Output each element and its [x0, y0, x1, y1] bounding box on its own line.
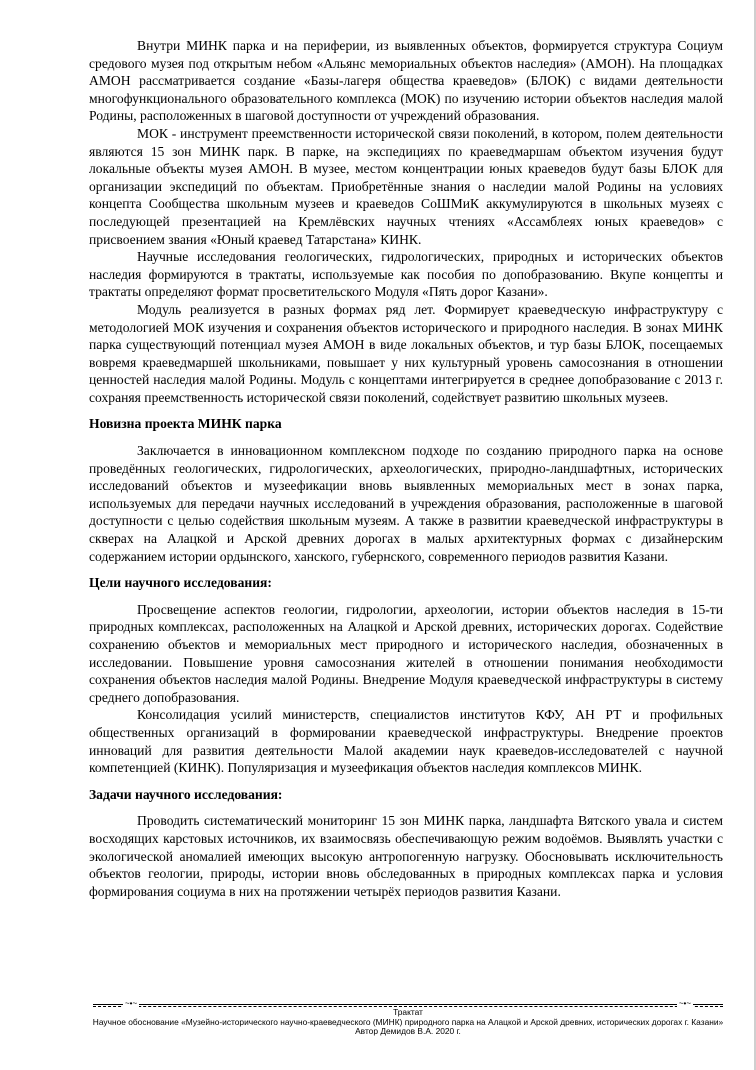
paragraph-novelty: Заключается в инновационном комплексном подходе по созданию природного парка на основе проведённых геологических, гидрологических, археологических, природно-ландшафтных, исторических исследований объектов и музеефикации вновь выявленных мемориальных мест в зонах парка, используемых для передачи научных исследований в учреждения образования, расположенные в шаговой доступности с целью содействия школьным музеям. А также в развитии краеведческой инфраструктуры в скверах на Алацкой и Арской древних дорогах в малых архитектурных формах с дизайнерским содержанием истории ордынского, ханского, губернского, современного периодов развития Казани. [89, 443, 723, 564]
paragraph-amon: Внутри МИНК парка и на периферии, из выявленных объектов, формируется структура Социум средового музея под открытым небом «Альянс мемориальных объектов наследия» (АМОН). На площадках АМОН рассматривается создание «Базы-лагеря общества краеведов» (БЛОК) с видами деятельности многофункционального образовательного комплекса (МОК) по изучению истории объектов наследия малой Родины, расположенных в шаговой доступности от учреждений образования. [89, 38, 723, 124]
paragraph-goals-1: Просвещение аспектов геологии, гидрологии, археологии, истории объектов наследия в 15-ти природных комплексах, расположенных на Алацкой и Арской древних, исторических дорогах. Содействие сохранению объектов и мемориальных мест природного и исторического наследия, обозначенных в исследовании. Повышение уровня самосознания жителей в отношении понимания необходимости сохранения объектов наследия малой Родины. Внедрение Модуля краеведческой инфраструктуры в систему среднего допобразования. [89, 601, 723, 705]
footer-rule [93, 1000, 723, 1008]
footer-dashed-line [93, 1006, 723, 1007]
page-footer [89, 1000, 727, 1037]
footer-ornament-right: ~•~ [678, 999, 691, 1008]
document-body [89, 37, 723, 900]
footer-author: Автор Демидов В.А. 2020 г. [355, 1026, 461, 1037]
footer-title: Трактат [393, 1007, 423, 1017]
footer-line [93, 1004, 723, 1005]
heading-tasks: Задачи научного исследования: [89, 786, 283, 802]
heading-novelty: Новизна проекта МИНК парка [89, 416, 282, 432]
paragraph-tasks: Проводить систематический мониторинг 15 зон МИНК парка, ландшафта Вятского увала и систем восходящих карстовых источников, их взаимосвязь обеспечивающую режим водоёмов. Выявлять участки с экологической аномалией имеющих высокую антропогенную нагрузку. Обосновывать исключительность объектов геологии, природы, истории вновь обследованных в природных комплексах парка и условия формирования социума в них на протяжении четырёх периодов развития Казани. [89, 813, 723, 899]
paragraph-module: Модуль реализуется в разных формах ряд лет. Формирует краеведческую инфраструктуру с методологией МОК изучения и сохранения объектов исторического и природного наследия. В зонах МИНК парка существующий потенциал музея АМОН в виде локальных объектов, и тур базы БЛОК, посещаемых вовремя краеведмаршей школьниками, повышает у них культурный уровень самосознания в отношении ценностей наследия малой Родины. Модуль с концептами интегрируется в среднее допобразование с 2013 г. сохраняя преемственность исторической связи поколений, содействует развитию школьных музеев. [89, 301, 723, 405]
paragraph-mok: МОК - инструмент преемственности исторической связи поколений, в котором, полем деятельности являются 15 зон МИНК парк. В парке, на экспедициях по краеведмаршам объектом изучения будут локальные объекты музея АМОН. В музее, местом концентрации юных краеведов будут базы БЛОК для организации экспедиций по объектам. Приобретённые знания о наследии малой Родины на условиях концепта Сообщества школьным музеев и краеведов СоШМиК аккумулируются в школьных музеях с последующей презентацией на Кремлёвских научных чтениях «Ассамблеях юных краеведов» с присвоением звания «Юный краевед Татарстана» КИНК. [89, 125, 723, 247]
footer-subtitle: Научное обоснование «Музейно-исторического научно-краеведческого (МИНК) природного парка на Алацкой и Арской древних, исторических дорогах г. Казани» [92, 1016, 724, 1027]
paragraph-research: Научные исследования геологических, гидрологических, природных и исторических объектов наследия формируются в трактаты, используемые как пособия по допобразованию. Вкупе концепты и трактаты определяют формат просветительского Модуля «Пять дорог Казани». [89, 249, 723, 300]
paragraph-goals-2: Консолидация усилий министерств, специалистов институтов КФУ, АН РТ и профильных общественных организаций в формировании краеведческой инфраструктуры. Внедрение проектов инноваций для развития деятельности Малой академии наук краеведов-исследователей с научной компетенцией (КИНК). Популяризация и музеефикация объектов наследия комплексов МИНК. [89, 707, 723, 776]
footer-ornament-left: ~•~ [125, 999, 138, 1008]
heading-goals: Цели научного исследования: [89, 575, 272, 591]
